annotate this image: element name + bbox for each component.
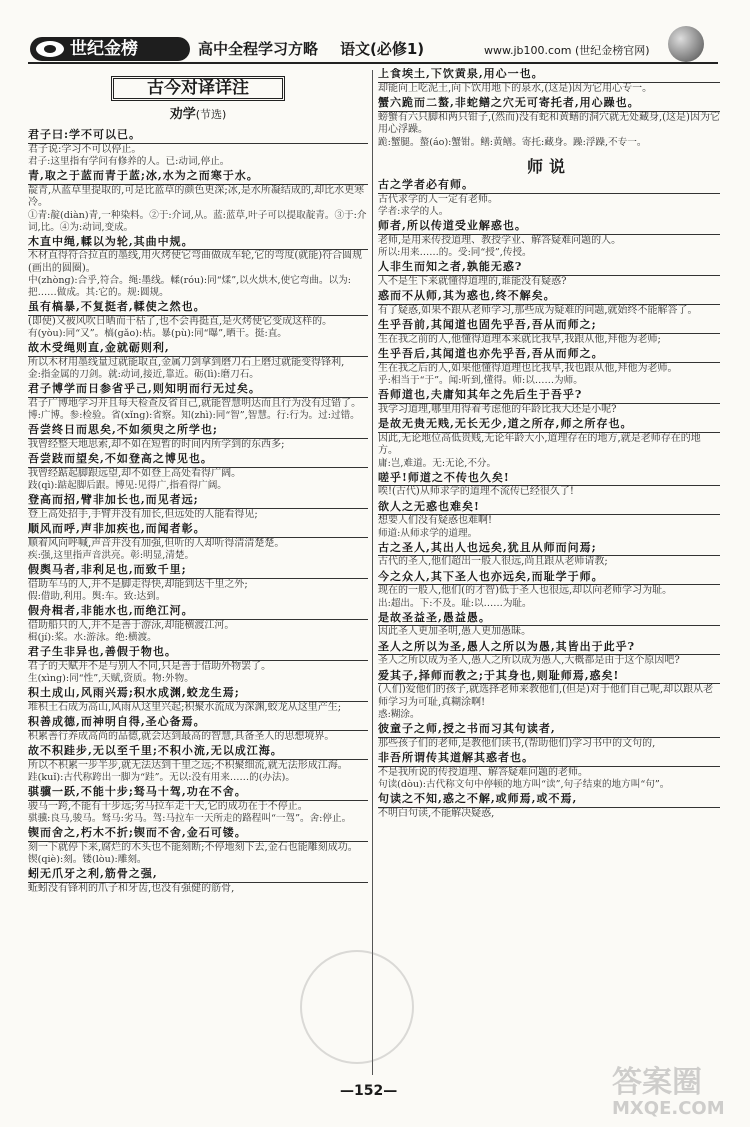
original-text: 嗟乎!师道之不传也久矣! bbox=[378, 472, 720, 487]
page-number: — 152 — bbox=[340, 1083, 397, 1099]
original-text: 登高而招,臂非加长也,而见者远; bbox=[28, 494, 368, 509]
stamp-seal bbox=[300, 950, 414, 1064]
header-url: www.jb100.com (世纪金榜官网) bbox=[484, 44, 650, 57]
original-text: 木直中绳,輮以为轮,其曲中规。 bbox=[28, 236, 368, 251]
original-text: 古之学者必有师。 bbox=[378, 179, 720, 194]
passage-item bbox=[28, 523, 368, 562]
passage-item bbox=[28, 868, 368, 895]
passage-item bbox=[378, 752, 720, 791]
brand-logo bbox=[30, 37, 190, 61]
annotation-text: 金:指金属的刀剑。就:动词,接近,靠近。砺(lì):磨刀石。 bbox=[28, 369, 259, 380]
annotation-text: 疾:强,这里指声音洪亮。彰:明显,清楚。 bbox=[28, 550, 195, 561]
poem-title bbox=[28, 106, 368, 122]
page-header bbox=[0, 0, 750, 62]
annotation-text: 博:广博。参:检验。省(xǐng):省察。知(zhì):同“智”,智慧。行:行为。过:过错。 bbox=[28, 410, 360, 421]
translation-text: 君子广博地学习并且每天检查反省自己,就能智慧明达而且行为没有过错了。 bbox=[28, 397, 362, 409]
passage-item bbox=[378, 571, 720, 610]
book-subject: 语文(必修1) bbox=[340, 40, 425, 58]
globe-icon bbox=[668, 26, 704, 62]
passage-item bbox=[28, 342, 368, 381]
annotation-text: 骐骥:良马,骏马。驽马:劣马。驾:马拉车一天所走的路程叫“一驾”。舍:停止。 bbox=[28, 813, 352, 824]
original-text: 爱其子,择师而教之;于其身也,则耻师焉,惑矣! bbox=[378, 670, 720, 685]
original-text: 生乎吾后,其闻道也亦先乎吾,吾从而师之。 bbox=[378, 348, 720, 363]
passage-item bbox=[28, 236, 368, 300]
passage-item bbox=[378, 220, 720, 259]
original-text: 吾尝跂而望矣,不如登高之博见也。 bbox=[28, 453, 368, 468]
translation-text: 老师,是用来传授道理、教授学业、解答疑难问题的人。 bbox=[378, 234, 622, 246]
translation-text: (即使)又被风吹日晒而干枯了,也不会再挺直,是火烤使它变成这样的。 bbox=[28, 315, 333, 327]
translation-text: 积累善行养成高尚的品德,就会达到最高的智慧,具备圣人的思想境界。 bbox=[28, 730, 335, 742]
translation-text: 靛青,从蓝草里提取的,可是比蓝草的颜色更深;冰,是水所凝结成的,却比水更寒冷。 bbox=[28, 184, 365, 208]
translation-text: 因此圣人更加圣明,愚人更加愚昧。 bbox=[378, 626, 532, 637]
original-text: 句读之不知,惑之不解,或师焉,或不焉, bbox=[378, 793, 720, 808]
annotation-text: 跬(kuǐ):古代称跨出一脚为“跬”。无以:没有用来……的(办法)。 bbox=[28, 772, 295, 783]
original-text: 生乎吾前,其闻道也固先乎吾,吾从而师之; bbox=[378, 319, 720, 334]
original-text: 是故无贵无贱,无长无少,道之所存,师之所存也。 bbox=[378, 418, 720, 433]
original-text: 积善成德,而神明自得,圣心备焉。 bbox=[28, 716, 368, 731]
translation-text: 不是我所说的传授道理、解答疑难问题的老师。 bbox=[378, 766, 588, 778]
original-text: 非吾所谓传其道解其惑者也。 bbox=[378, 752, 720, 767]
original-text: 君子曰:学不可以已。 bbox=[28, 129, 368, 144]
original-text: 圣人之所以为圣,愚人之所以为愚,其皆出于此乎? bbox=[378, 641, 720, 656]
translation-text: 古代求学的人一定有老师。 bbox=[378, 193, 498, 205]
translation-text: 所以木材用墨线量过就能取直,金属刀剑拿到磨刀石上磨过就能变得锋利, bbox=[28, 356, 345, 368]
left-column bbox=[28, 68, 368, 1078]
header-rule bbox=[28, 62, 718, 64]
translation-text: 借助车马的人,并不是脚走得快,却能到达千里之外; bbox=[28, 578, 248, 590]
left-items bbox=[28, 129, 368, 895]
original-text: 吾师道也,夫庸知其年之先后生于吾乎? bbox=[378, 389, 720, 404]
original-text: 假舟楫者,非能水也,而绝江河。 bbox=[28, 605, 368, 620]
passage-item bbox=[28, 129, 368, 168]
original-text: 欲人之无惑也难矣! bbox=[378, 501, 720, 516]
translation-text: 刻一下就停下来,腐烂的木头也不能刻断;不停地刻下去,金石也能雕刻成功。 bbox=[28, 841, 358, 853]
original-text: 惑而不从师,其为惑也,终不解矣。 bbox=[378, 290, 720, 305]
original-text: 故木受绳则直,金就砺则利, bbox=[28, 342, 368, 357]
translation-text: 生在我之前的人,他懂得道理本来就比我早,我跟从他,拜他为老师; bbox=[378, 333, 661, 345]
translation-text: (人们)爱他们的孩子,就选择老师来教他们,(但是)对于他们自己呢,却以跟从老师学习为可耻,真糊涂啊! bbox=[378, 684, 714, 708]
annotation-text: 句读(dòu):古代称文句中停顿的地方叫“读”,句子结束的地方叫“句”。 bbox=[378, 779, 670, 790]
annotation-text: 有(yòu):同“又”。槁(gǎo):枯。暴(pù):同“曝”,晒干。挺:直。 bbox=[28, 328, 287, 339]
watermark-text: 答案圈 bbox=[612, 1065, 702, 1100]
book-title: 高中全程学习方略 bbox=[198, 40, 319, 58]
passage-item bbox=[378, 670, 720, 722]
translation-text: 借助船只的人,并不是善于游泳,却能横渡江河。 bbox=[28, 619, 235, 631]
passage-item bbox=[378, 418, 720, 470]
passage-item bbox=[28, 453, 368, 492]
passage-item bbox=[378, 261, 720, 288]
original-text: 吾尝终日而思矣,不如须臾之所学也; bbox=[28, 424, 368, 439]
passage-item bbox=[28, 494, 368, 521]
annotation-text: 跂(qì):踮起脚后跟。博见:见得广,指看得广阔。 bbox=[28, 480, 227, 491]
passage-item bbox=[378, 542, 720, 569]
annotation-text: 跪:蟹腿。螯(áo):蟹钳。鳝:黄鳝。寄托:藏身。躁:浮躁,不专一。 bbox=[378, 136, 647, 148]
brand-logo-mark bbox=[34, 39, 66, 59]
original-text: 君子博学而日参省乎己,则知明而行无过矣。 bbox=[28, 383, 368, 398]
original-text: 上食埃土,下饮黄泉,用心一也。 bbox=[378, 68, 720, 83]
watermark-url: MXQE.COM bbox=[612, 1098, 725, 1119]
right-column bbox=[378, 68, 720, 1078]
translation-text: 我学习道理,哪里用得着考虑他的年龄比我大还是小呢? bbox=[378, 403, 617, 415]
original-text: 骐骥一跃,不能十步;驽马十驾,功在不舍。 bbox=[28, 786, 368, 801]
original-text: 蟹六跪而二螯,非蛇鳝之穴无可寄托者,用心躁也。 bbox=[378, 97, 720, 112]
translation-text: 堆积土石成为高山,风雨从这里兴起;积聚水流成为深渊,蛟龙从这里产生; bbox=[28, 701, 342, 713]
original-text: 锲而舍之,朽木不折;锲而不舍,金石可镂。 bbox=[28, 827, 368, 842]
poem-title-text: 劝学 bbox=[169, 106, 196, 122]
original-text: 青,取之于蓝而青于蓝;冰,水为之而寒于水。 bbox=[28, 170, 368, 185]
original-text: 顺风而呼,声非加疾也,而闻者彰。 bbox=[28, 523, 368, 538]
poem-subtitle: (节选) bbox=[195, 107, 227, 121]
right-items-bottom bbox=[378, 179, 720, 820]
original-text: 古之圣人,其出人也远矣,犹且从师而问焉; bbox=[378, 542, 720, 557]
passage-item bbox=[378, 97, 720, 149]
translation-text: 因此,无论地位高低贵贱,无论年龄大小,道理存在的地方,就是老师存在的地方。 bbox=[378, 432, 701, 456]
column-divider bbox=[372, 70, 373, 1075]
passage-item bbox=[378, 290, 720, 317]
passage-item bbox=[28, 424, 368, 451]
translation-text: 有了疑惑,如果不跟从老师学习,那些成为疑难的问题,就始终不能解答了。 bbox=[378, 304, 698, 316]
passage-item bbox=[28, 646, 368, 685]
passage-item bbox=[378, 501, 720, 540]
passage-item bbox=[378, 641, 720, 668]
translation-text: 唉!(古代)从师求学的道理不流传已经很久了! bbox=[378, 486, 574, 497]
passage-item bbox=[378, 793, 720, 820]
translation-text: 古代的圣人,他们超出一般人很远,尚且跟从老师请教; bbox=[378, 556, 608, 567]
passage-item bbox=[378, 348, 720, 387]
passage-item bbox=[378, 723, 720, 750]
translation-text: 君子说:学习不可以停止。 bbox=[28, 143, 142, 155]
annotation-text: 学者:求学的人。 bbox=[378, 206, 449, 217]
original-text: 人非生而知之者,孰能无惑? bbox=[378, 261, 720, 276]
annotation-text: 乎:相当于“于”。闻:听到,懂得。师:以……为师。 bbox=[378, 375, 583, 386]
original-text: 君子生非异也,善假于物也。 bbox=[28, 646, 368, 661]
passage-item bbox=[28, 716, 368, 743]
passage-item bbox=[28, 564, 368, 603]
original-text: 师者,所以传道受业解惑也。 bbox=[378, 220, 720, 235]
original-text: 彼童子之师,授之书而习其句读者, bbox=[378, 723, 720, 738]
passage-item bbox=[378, 68, 720, 95]
passage-item bbox=[28, 170, 368, 234]
annotation-text: 锲(qiè):刻。镂(lòu):雕刻。 bbox=[28, 854, 147, 865]
passage-item bbox=[378, 179, 720, 218]
brand-name: 世纪金榜 bbox=[70, 39, 138, 59]
translation-text: 蚯蚓没有锋利的爪子和牙齿,也没有强健的筋骨, bbox=[28, 882, 235, 894]
annotation-text: 出:超出。下:不及。耻:以……为耻。 bbox=[378, 597, 532, 609]
original-text: 故不积跬步,无以至千里;不积小流,无以成江海。 bbox=[28, 745, 368, 760]
passage-item bbox=[28, 687, 368, 714]
translation-text: 螃蟹有六只脚和两只钳子,(然而)没有蛇和黄鳝的洞穴就无处藏身,(这是)因为它用心浮躁。 bbox=[378, 111, 720, 135]
original-text: 假舆马者,非利足也,而致千里; bbox=[28, 564, 368, 579]
passage-item bbox=[378, 472, 720, 499]
annotation-text: 师道:从师求学的道理。 bbox=[378, 527, 478, 539]
annotation-text: 中(zhòng):合乎,符合。绳:墨线。輮(róu):同“煣”,以火烘木,使它弯曲。以为:把……做成。其:它的。规:圆规。 bbox=[28, 275, 351, 298]
annotation-text: 假:借助,利用。舆:车。致:达到。 bbox=[28, 591, 166, 602]
annotation-text: 惑:糊涂。 bbox=[378, 709, 420, 720]
right-items-top bbox=[378, 68, 720, 149]
passage-item bbox=[28, 383, 368, 422]
passage-item bbox=[28, 827, 368, 866]
annotation-text: 所以:用来……的。受:同“授”,传授。 bbox=[378, 247, 532, 258]
translation-text: 现在的一般人,他们(的才智)低于圣人也很远,却以向老师学习为耻。 bbox=[378, 585, 673, 596]
translation-text: 生在我之后的人,如果他懂得道理也比我早,我也跟从他,拜他为老师。 bbox=[378, 362, 678, 374]
original-text: 蚓无爪牙之利,筋骨之强, bbox=[28, 868, 368, 883]
annotation-text: 庸:岂,难道。无:无论,不分。 bbox=[378, 457, 497, 469]
translation-text: 人不是生下来就懂得道理的,谁能没有疑惑? bbox=[378, 275, 567, 287]
translation-text: 不明白句读,不能解决疑惑, bbox=[378, 807, 495, 819]
annotation-text: 生(xìng):同“性”,天赋,资质。物:外物。 bbox=[28, 673, 194, 684]
translation-text: 登上高处招手,手臂并没有加长,但远处的人能看得见; bbox=[28, 508, 258, 520]
passage-item bbox=[28, 745, 368, 784]
translation-text: 顺着风向呼喊,声音并没有加强,但听的人却听得清清楚楚。 bbox=[28, 537, 285, 549]
annotation-text: 楫(jí):桨。水:游泳。绝:横渡。 bbox=[28, 632, 157, 643]
passage-item bbox=[28, 786, 368, 825]
translation-text: 想要人们没有疑惑也难啊! bbox=[378, 515, 493, 526]
passage-item bbox=[28, 605, 368, 644]
section2-title: 师说 bbox=[526, 156, 571, 176]
translation-text: 我曾经踮起脚跟远望,却不如登上高处看得广阔。 bbox=[28, 467, 242, 479]
annotation-text: ①青:靛(diàn)青,一种染料。②于:介词,从。蓝:蓝草,叶子可以提取靛青。③于:介词,比。④为:动词,变成。 bbox=[28, 209, 367, 233]
translation-text: 所以不积累一步半步,就无法达到千里之远;不积聚细流,就无法形成江海。 bbox=[28, 759, 348, 771]
passage-item bbox=[378, 319, 720, 346]
translation-text: 却能向上吃泥土,向下饮用地下的泉水,(这是)因为它用心专一。 bbox=[378, 82, 653, 94]
section-title: 古今对译详注 bbox=[111, 76, 285, 101]
translation-text: 圣人之所以成为圣人,愚人之所以成为愚人,大概都是由于这个原因吧? bbox=[378, 655, 680, 666]
original-text: 虽有槁暴,不复挺者,輮使之然也。 bbox=[28, 301, 368, 316]
passage-item bbox=[378, 612, 720, 639]
translation-text: 骏马一跨,不能有十步远;劣马拉车走十天,它的成功在于不停止。 bbox=[28, 800, 308, 812]
passage-item bbox=[378, 389, 720, 416]
translation-text: 君子的天赋并不是与别人不同,只是善于借助外物罢了。 bbox=[28, 660, 272, 672]
original-text: 积土成山,风雨兴焉;积水成渊,蛟龙生焉; bbox=[28, 687, 368, 702]
annotation-text: 君子:这里指有学问有修养的人。已:动词,停止。 bbox=[28, 156, 230, 167]
translation-text: 那些孩子们的老师,是教他们读书,(帮助他们)学习书中的文句的, bbox=[378, 737, 656, 749]
original-text: 是故圣益圣,愚益愚。 bbox=[378, 612, 720, 627]
original-text: 今之众人,其下圣人也亦远矣,而耻学于师。 bbox=[378, 571, 720, 586]
translation-text: 木材直得符合拉直的墨线,用火烤使它弯曲做成车轮,它的弯度(就能)符合圆规(画出的圆圈)。 bbox=[28, 250, 363, 274]
translation-text: 我曾经整天地思索,却不如在短暂的时间内所学到的东西多; bbox=[28, 438, 285, 450]
passage-item bbox=[28, 301, 368, 340]
